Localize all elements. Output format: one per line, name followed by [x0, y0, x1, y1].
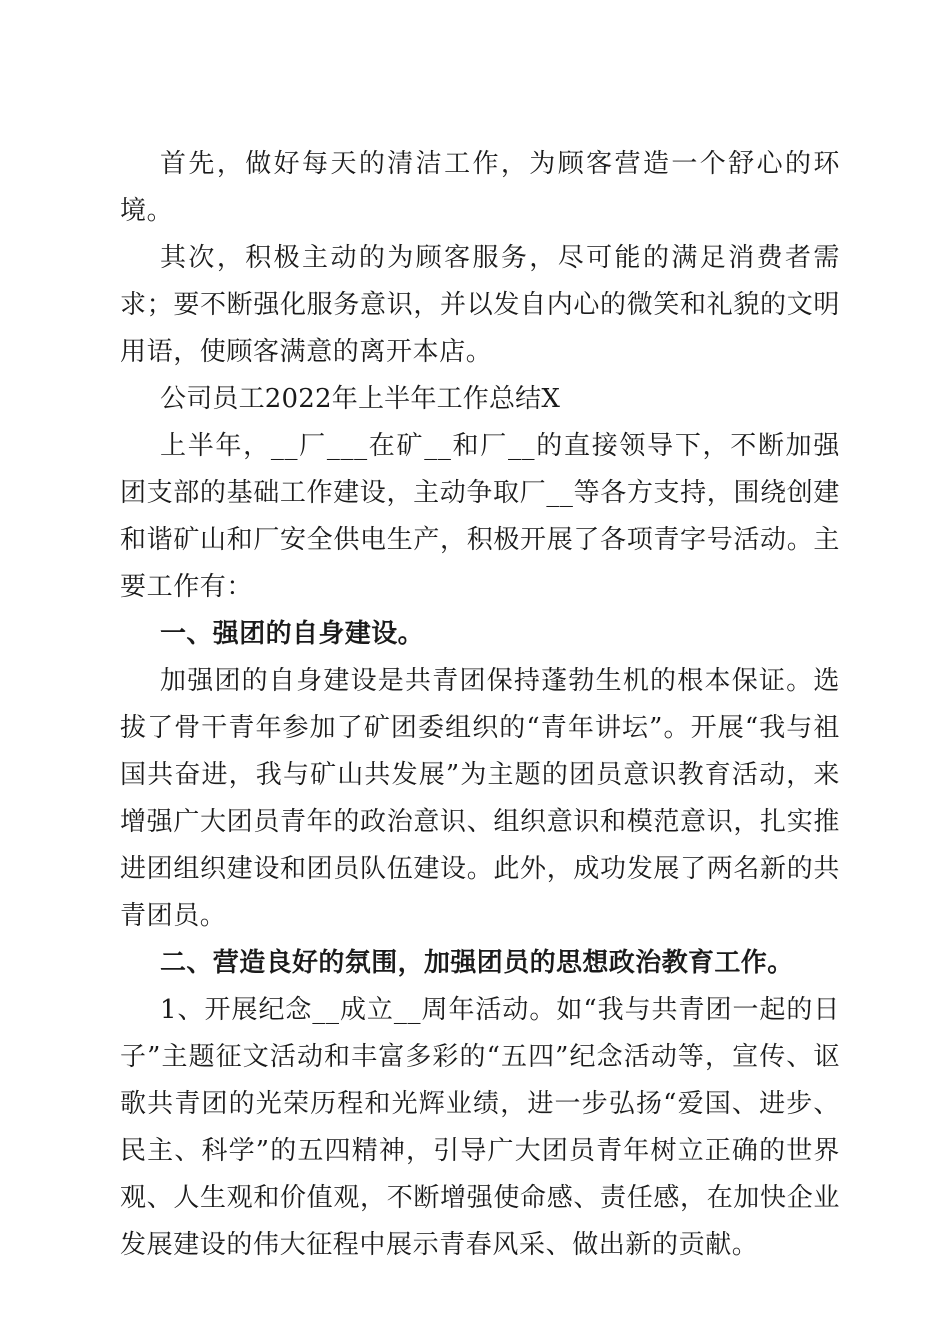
section-heading-1: 一、强团的自身建设。: [160, 619, 425, 649]
paragraph-section-2-item-1: 1、开展纪念__成立__周年活动。如“我与共青团一起的日子”主题征文活动和丰富多彩的“五四”纪念活动等，宣传、讴歌共青团的光荣历程和光辉业绩，进一步弘扬“爱国、进步、民主、科学”的五四精神，引导广大团员青年树立正确的世界观、人生观和价值观，不断增强使命感、责任感，在加快企业发展建设的伟大征程中展示青春风采、做出新的贡献。: [120, 995, 840, 1260]
document-body: [120, 141, 840, 1269]
paragraph-intro: 上半年，__厂___在矿__和厂__的直接领导下，不断加强团支部的基础工作建设，主动争取厂__等各方支持，围绕创建和谐矿山和厂安全供电生产，积极开展了各项青字号活动。主要工作有：: [120, 431, 840, 602]
paragraph-cleaning: 首先，做好每天的清洁工作，为顾客营造一个舒心的环境。: [120, 149, 840, 226]
section-heading-2: 二、营造良好的氛围，加强团员的思想政治教育工作。: [160, 948, 794, 978]
document-title: 公司员工2022年上半年工作总结X: [160, 384, 561, 414]
paragraph-service: 其次，积极主动的为顾客服务，尽可能的满足消费者需求；要不断强化服务意识，并以发自内心的微笑和礼貌的文明用语，使顾客满意的离开本店。: [120, 243, 840, 367]
paragraph-section-1: 加强团的自身建设是共青团保持蓬勃生机的根本保证。选拔了骨干青年参加了矿团委组织的“青年讲坛”。开展“我与祖国共奋进，我与矿山共发展”为主题的团员意识教育活动，来增强广大团员青年的政治意识、组织意识和模范意识，扎实推进团组织建设和团员队伍建设。此外，成功发展了两名新的共青团员。: [120, 666, 840, 931]
